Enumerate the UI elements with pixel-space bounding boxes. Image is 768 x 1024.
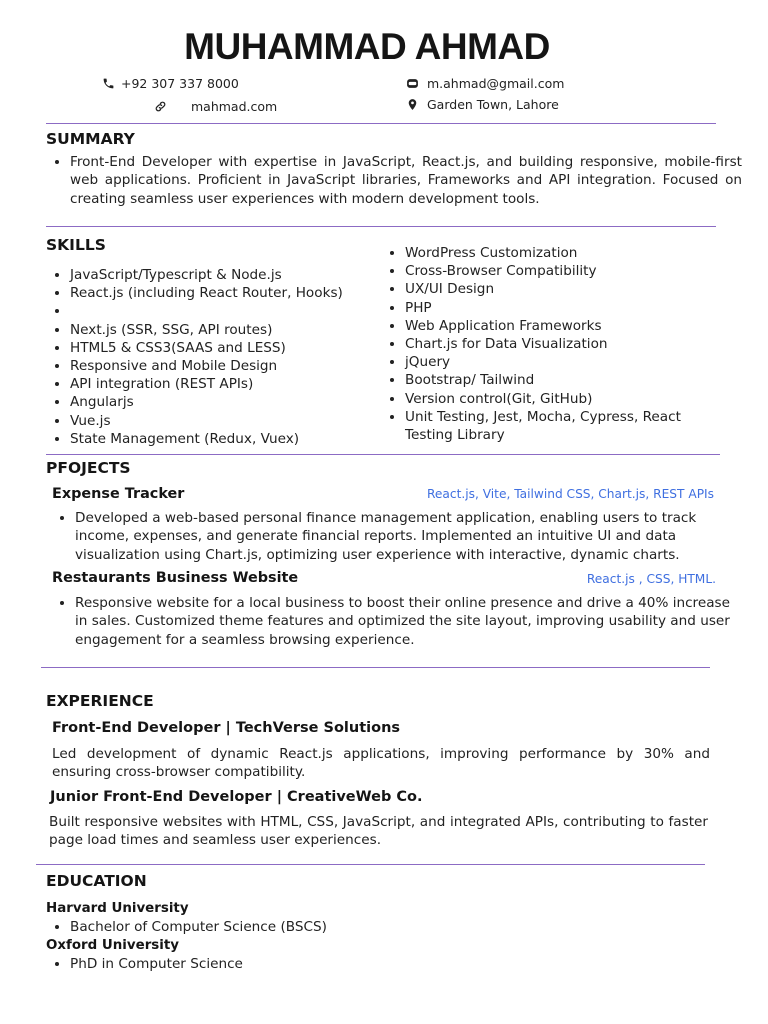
summary-heading: SUMMARY xyxy=(46,130,135,148)
divider xyxy=(46,123,716,124)
degree: • Bachelor of Computer Science (BSCS) xyxy=(70,919,327,935)
email-icon xyxy=(406,77,419,90)
candidate-name: MUHAMMAD AHMAD xyxy=(184,26,550,67)
skill-item: • Cross-Browser Compatibility xyxy=(405,262,723,280)
skill-item: • Next.js (SSR, SSG, API routes) xyxy=(70,321,400,339)
contact-location xyxy=(406,97,559,112)
skill-item: • UX/UI Design xyxy=(405,280,723,298)
skills-heading: SKILLS xyxy=(46,236,106,254)
skill-item: • JavaScript/Typescript & Node.js xyxy=(70,266,400,284)
skill-item: • Unit Testing, Jest, Mocha, Cypress, React Testing Library xyxy=(405,408,723,444)
link-icon xyxy=(154,100,167,113)
skill-item xyxy=(70,302,400,320)
skill-item: • WordPress Customization xyxy=(405,244,723,262)
skill-item: • Vue.js xyxy=(70,412,400,430)
divider xyxy=(36,864,705,865)
education-heading: EDUCATION xyxy=(46,872,147,890)
skill-item: • Version control(Git, GitHub) xyxy=(405,390,723,408)
website-text[interactable]: mahmad.com xyxy=(191,99,278,114)
school-name: Oxford University xyxy=(46,938,179,953)
skill-item: • API integration (REST APIs) xyxy=(70,375,400,393)
project-title: Expense Tracker xyxy=(52,486,185,502)
project-description: • Developed a web-based personal finance management application, enabling users to track income, expenses, and generate financial reports. Implemented an intuitive UI and data visualization using Chart.js, optimizing user experience with interactive, dynamic charts. xyxy=(75,509,743,564)
degree-list xyxy=(46,919,327,935)
summary-text: • Front-End Developer with expertise in JavaScript, React.js, and building responsive, mobile-first web applications. Proficient in JavaScript libraries, Frameworks and API integration. Focused on creating seamless user experiences with modern development tools. xyxy=(70,153,742,208)
divider xyxy=(41,667,710,668)
skill-item: • jQuery xyxy=(405,353,723,371)
skill-item: • Bootstrap/ Tailwind xyxy=(405,371,723,389)
skill-item: • State Management (Redux, Vuex) xyxy=(70,430,400,448)
divider xyxy=(46,454,720,455)
project-description-list xyxy=(51,509,743,564)
project-tech-stack: React.js , CSS, HTML. xyxy=(586,572,716,586)
location-icon xyxy=(406,98,419,111)
skill-item: • Web Application Frameworks xyxy=(405,317,723,335)
contact-email[interactable] xyxy=(406,76,564,91)
project-description: • Responsive website for a local business to boost their online presence and drive a 40% increase in sales. Customized theme features and optimized the site layout, improving usability and user engagement for a seamless browsing experience. xyxy=(75,594,743,649)
degree-list xyxy=(46,956,243,972)
project-title: Restaurants Business Website xyxy=(52,570,299,586)
skill-item: • React.js (including React Router, Hooks) xyxy=(70,284,400,302)
projects-heading: PFOJECTS xyxy=(46,459,131,477)
phone-text: +92 307 337 8000 xyxy=(121,76,239,91)
skills-list-left xyxy=(46,266,400,448)
skill-item: • HTML5 & CSS3(SAAS and LESS) xyxy=(70,339,400,357)
job-title: Junior Front-End Developer | CreativeWeb Co. xyxy=(50,789,423,805)
divider xyxy=(46,226,716,227)
school-name: Harvard University xyxy=(46,901,189,916)
skills-list-right xyxy=(381,244,723,444)
contact-phone xyxy=(102,76,239,91)
summary-list xyxy=(46,153,742,208)
job-title: Front-End Developer | TechVerse Solutions xyxy=(52,720,401,736)
job-description: Led development of dynamic React.js applications, improving performance by 30% and ensuring cross-browser compatibility. xyxy=(52,746,710,781)
job-description: Built responsive websites with HTML, CSS, JavaScript, and integrated APIs, contributing to faster page load times and seamless user experiences. xyxy=(49,814,708,849)
skill-item: • Responsive and Mobile Design xyxy=(70,357,400,375)
skill-item: • Angularjs xyxy=(70,393,400,411)
skill-item: • Chart.js for Data Visualization xyxy=(405,335,723,353)
experience-heading: EXPERIENCE xyxy=(46,692,154,710)
degree: • PhD in Computer Science xyxy=(70,956,243,972)
project-tech-stack: React.js, Vite, Tailwind CSS, Chart.js, REST APIs xyxy=(427,487,714,501)
project-description-list xyxy=(51,594,743,649)
location-text: Garden Town, Lahore xyxy=(427,97,559,112)
phone-icon xyxy=(102,77,115,90)
contact-website[interactable] xyxy=(154,99,277,114)
skill-item: • PHP xyxy=(405,299,723,317)
email-text[interactable]: m.ahmad@gmail.com xyxy=(427,76,565,91)
